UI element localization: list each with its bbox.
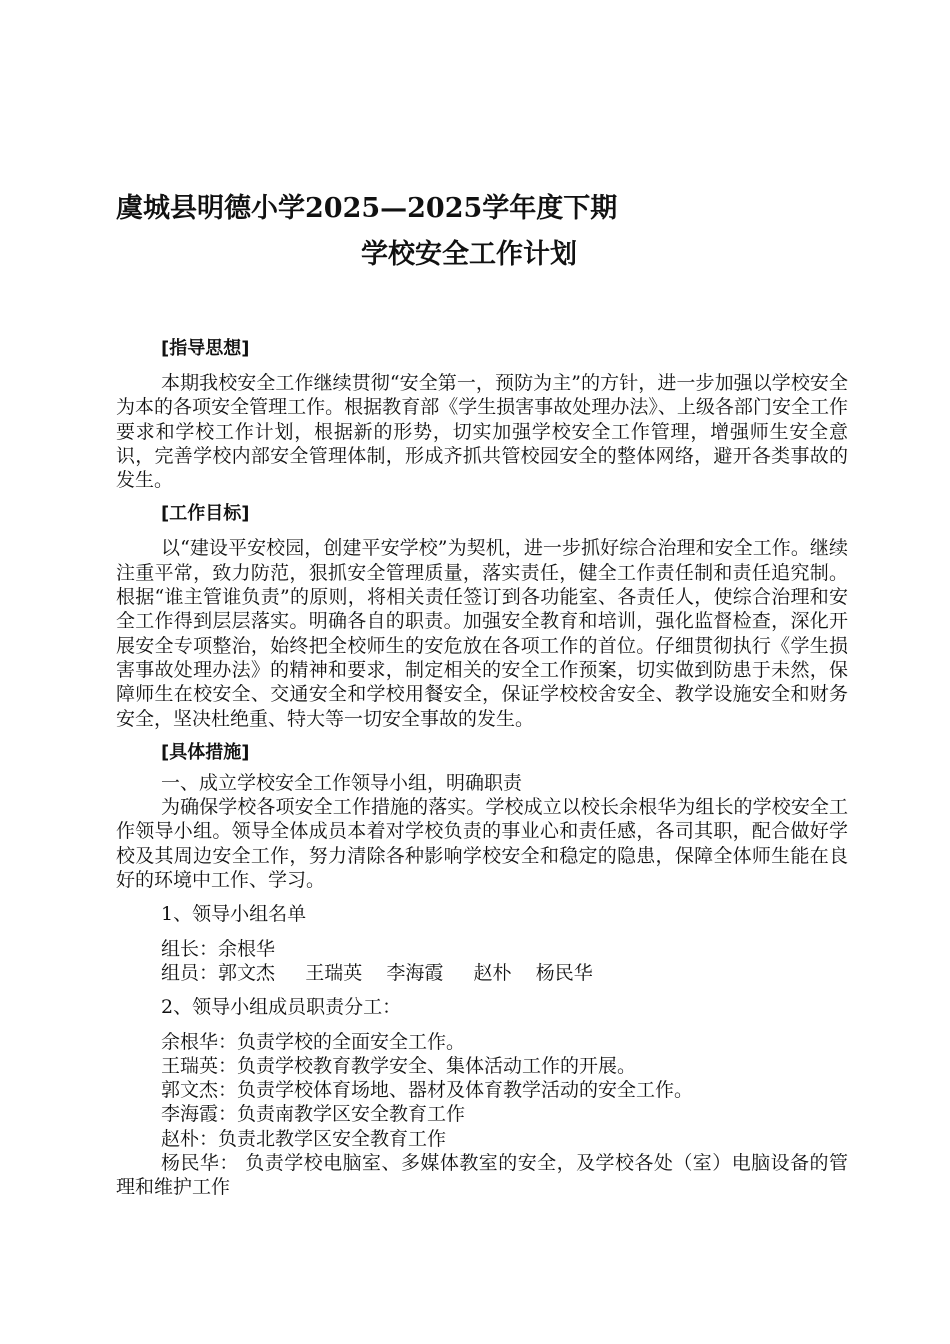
duty-item: 李海霞：负责南教学区安全教育工作 xyxy=(161,1103,466,1126)
section-heading-measures: [具体措施] xyxy=(161,741,250,763)
document-subtitle: 学校安全工作计划 xyxy=(361,239,577,270)
paragraph-guiding: 本期我校安全工作继续贯彻“安全第一，预防为主”的方针，进一步加强以学校安全为本的各项安全管理工作。根据教育部《学生损害事故处理办法》、上级各部门安全工作要求和学校工作计划，根据新的形势，切实加强学校安全工作管理，增强师生安全意识，完善学校内部安全管理体制，形成齐抓共管校园安全的整体网络，避开各类事故的发生。 xyxy=(116,372,848,492)
leadership-members: 组员：郭文杰 王瑞英 李海霞 赵朴 杨民华 xyxy=(161,961,593,984)
duty-item: 赵朴：负责北教学区安全教育工作 xyxy=(161,1127,447,1150)
measure-item-title: 一、成立学校安全工作领导小组，明确职责 xyxy=(161,771,523,794)
leadership-list-title: 1、领导小组名单 xyxy=(161,903,307,926)
paragraph-measure-item: 为确保学校各项安全工作措施的落实。学校成立以校长余根华为组长的学校安全工作领导小组。领导全体成员本着对学校负责的事业心和责任感，各司其职，配合做好学校及其周边安全工作，努力清除各种影响学校安全和稳定的隐患，保障全体师生能在良好的环境中工作、学习。 xyxy=(116,796,848,892)
duty-item: 郭文杰：负责学校体育场地、器材及体育教学活动的安全工作。 xyxy=(161,1079,694,1102)
document-body xyxy=(116,337,848,1200)
leadership-leader: 组长：余根华 xyxy=(161,937,276,960)
duty-item: 王瑞英：负责学校教育教学安全、集体活动工作的开展。 xyxy=(161,1054,637,1077)
paragraph-goal: 以“建设平安校园，创建平安学校”为契机，进一步抓好综合治理和安全工作。继续注重平常，致力防范，狠抓安全管理质量，落实责任，健全工作责任制和责任追究制。根据“谁主管谁负责”的原则，将相关责任签订到各功能室、各责任人，使综合治理和安全工作得到层层落实。明确各自的职责。加强安全教育和培训，强化监督检查，深化开展安全专项整治，始终把全校师生的安危放在各项工作的首位。仔细贯彻执行《学生损害事故处理办法》的精神和要求，制定相关的安全工作预案，切实做到防患于未然，保障师生在校安全、交通安全和学校用餐安全，保证学校校舍安全、教学设施安全和财务安全，坚决杜绝重、特大等一切安全事故的发生。 xyxy=(116,537,848,730)
duty-item: 余根华：负责学校的全面安全工作。 xyxy=(161,1030,466,1053)
document-title: 虞城县明德小学2025—2025学年度下期 xyxy=(116,193,618,224)
section-heading-guiding: [指导思想] xyxy=(161,338,250,359)
duty-list-title: 2、领导小组成员职责分工： xyxy=(161,996,402,1019)
duty-item: 杨民华： 负责学校电脑室、多媒体教室的安全，及学校各处（室）电脑设备的管理和维护工作 xyxy=(116,1152,848,1199)
section-heading-goal: [工作目标] xyxy=(161,503,250,525)
